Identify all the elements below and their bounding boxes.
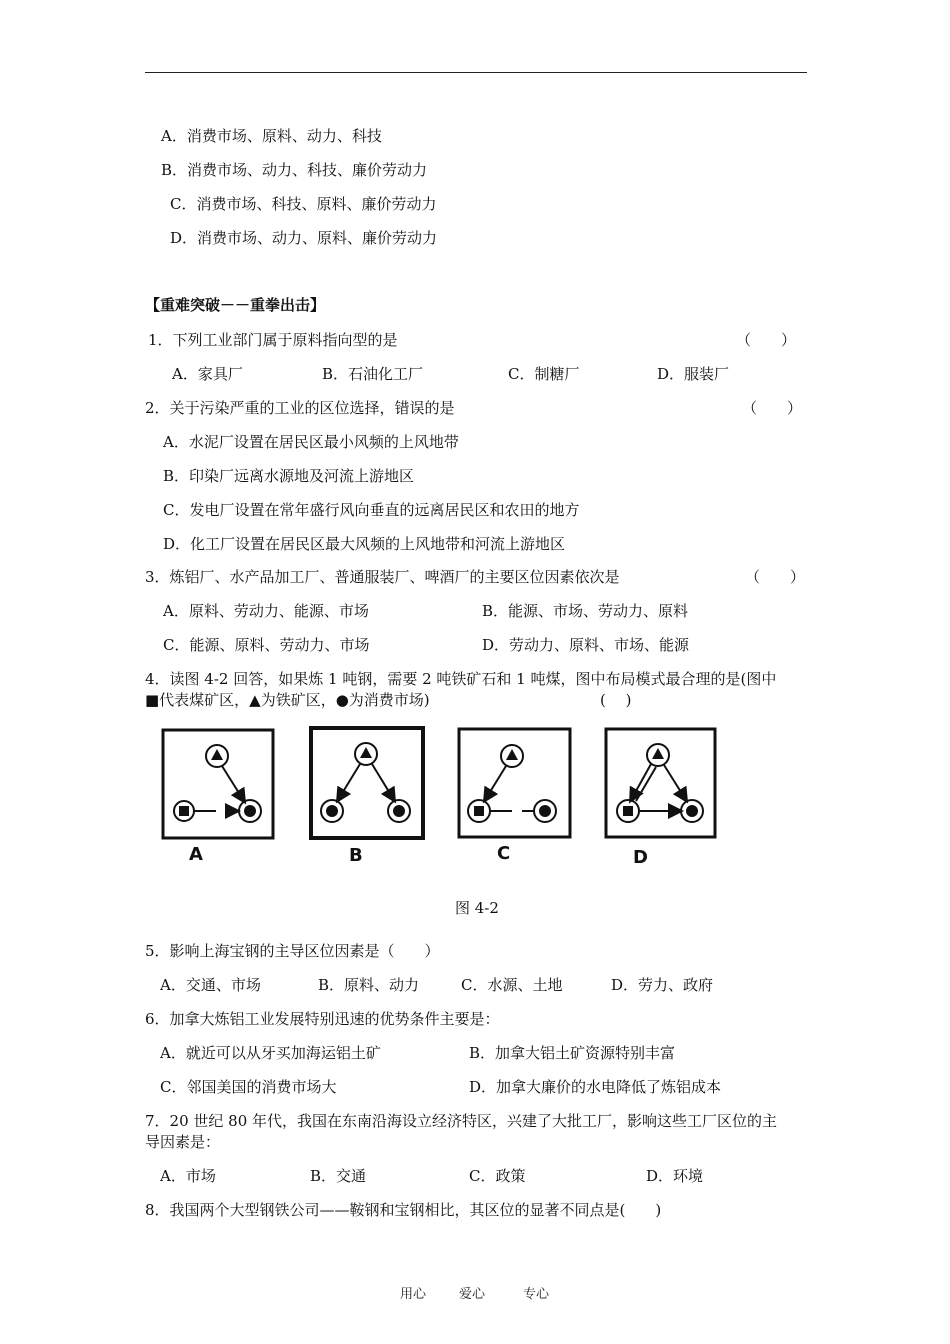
q1-option-a: A．家具厂 xyxy=(172,365,243,383)
q5-option-c: C．水源、土地 xyxy=(461,976,563,994)
prev-option-d: D．消费市场、动力、原料、廉价劳动力 xyxy=(170,229,438,247)
q5-option-d: D．劳力、政府 xyxy=(611,976,714,994)
prev-option-c: C．消费市场、科技、原料、廉价劳动力 xyxy=(170,195,437,213)
q7-option-a: A．市场 xyxy=(160,1167,216,1185)
q1-stem: 1．下列工业部门属于原料指向型的是 xyxy=(148,331,398,349)
q6-stem: 6．加拿大炼铝工业发展特别迅速的优势条件主要是： xyxy=(145,1010,500,1028)
q2-option-d: D．化工厂设置在居民区最大风频的上风地带和河流上游地区 xyxy=(163,535,566,553)
q6-option-a: A．就近可以从牙买加海运铝土矿 xyxy=(160,1044,381,1062)
header-rule xyxy=(145,72,807,73)
figure-panel-c xyxy=(459,729,570,837)
figure-caption: 图 4-2 xyxy=(455,899,499,917)
q6-option-b: B．加拿大铝土矿资源特别丰富 xyxy=(469,1044,676,1062)
q3-stem: 3．炼铝厂、水产品加工厂、普通服装厂、啤酒厂的主要区位因素依次是 xyxy=(145,568,620,586)
figure-label-c: C xyxy=(497,843,511,864)
q2-stem: 2．关于污染严重的工业的区位选择，错误的是 xyxy=(145,399,455,417)
q1-option-c: C．制糖厂 xyxy=(508,365,580,383)
q7-option-b: B．交通 xyxy=(310,1167,367,1185)
q6-option-d: D．加拿大廉价的水电降低了炼铝成本 xyxy=(469,1078,722,1096)
q6-option-c: C．邻国美国的消费市场大 xyxy=(160,1078,337,1096)
q3-option-c: C．能源、原料、劳动力、市场 xyxy=(163,636,370,654)
q3-option-b: B．能源、市场、劳动力、原料 xyxy=(482,602,689,620)
figure-label-b: B xyxy=(349,845,363,866)
prev-option-b: B．消费市场、动力、科技、廉价劳动力 xyxy=(161,161,428,179)
footer-text-1: 用心 xyxy=(400,1287,427,1302)
figure-4-2 xyxy=(160,724,720,844)
q2-bracket: （ ） xyxy=(742,399,803,417)
q5-option-a: A．交通、市场 xyxy=(160,976,261,994)
section-title: 【重难突破－－重拳出击】 xyxy=(145,296,326,314)
q1-option-d: D．服装厂 xyxy=(657,365,730,383)
q4-stem-line2: ■代表煤矿区，▲为铁矿区，●为消费市场) xyxy=(145,691,430,709)
q4-stem-line1: 4．读图 4-2 回答，如果炼 1 吨钢，需要 2 吨铁矿石和 1 吨煤，图中布局模式最合理的是(图中 xyxy=(145,670,777,688)
q7-stem-line1: 7．20 世纪 80 年代，我国在东南沿海设立经济特区，兴建了大批工厂，影响这些工厂区位的主 xyxy=(145,1112,778,1130)
figure-panel-a xyxy=(163,730,273,838)
q2-option-c: C．发电厂设置在常年盛行风向垂直的远离居民区和农田的地方 xyxy=(163,501,580,519)
q5-stem: 5．影响上海宝钢的主导区位因素是（ ） xyxy=(145,942,440,960)
q8-stem: 8．我国两个大型钢铁公司——鞍钢和宝钢相比，其区位的显著不同点是( ) xyxy=(145,1201,662,1219)
q3-bracket: （ ） xyxy=(745,568,806,586)
figure-panel-d xyxy=(606,729,715,837)
q7-option-d: D．环境 xyxy=(646,1167,704,1185)
q2-option-a: A．水泥厂设置在居民区最小风频的上风地带 xyxy=(163,433,459,451)
q4-bracket: ( ) xyxy=(600,691,632,709)
figure-label-a: A xyxy=(189,844,203,865)
footer-text-3: 专心 xyxy=(523,1287,550,1302)
q5-option-b: B．原料、动力 xyxy=(318,976,420,994)
prev-option-a: A．消费市场、原料、动力、科技 xyxy=(161,127,382,145)
q2-option-b: B．印染厂远离水源地及河流上游地区 xyxy=(163,467,415,485)
q1-bracket: （ ） xyxy=(736,331,797,349)
q7-option-c: C．政策 xyxy=(469,1167,526,1185)
q3-option-a: A．原料、劳动力、能源、市场 xyxy=(163,602,369,620)
figure-label-d: D xyxy=(633,847,648,868)
figure-panel-b xyxy=(311,728,423,838)
footer-text-2: 爱心 xyxy=(459,1287,486,1302)
q3-option-d: D．劳动力、原料、市场、能源 xyxy=(482,636,690,654)
q1-option-b: B．石油化工厂 xyxy=(322,365,424,383)
q7-stem-line2: 导因素是： xyxy=(145,1133,221,1151)
